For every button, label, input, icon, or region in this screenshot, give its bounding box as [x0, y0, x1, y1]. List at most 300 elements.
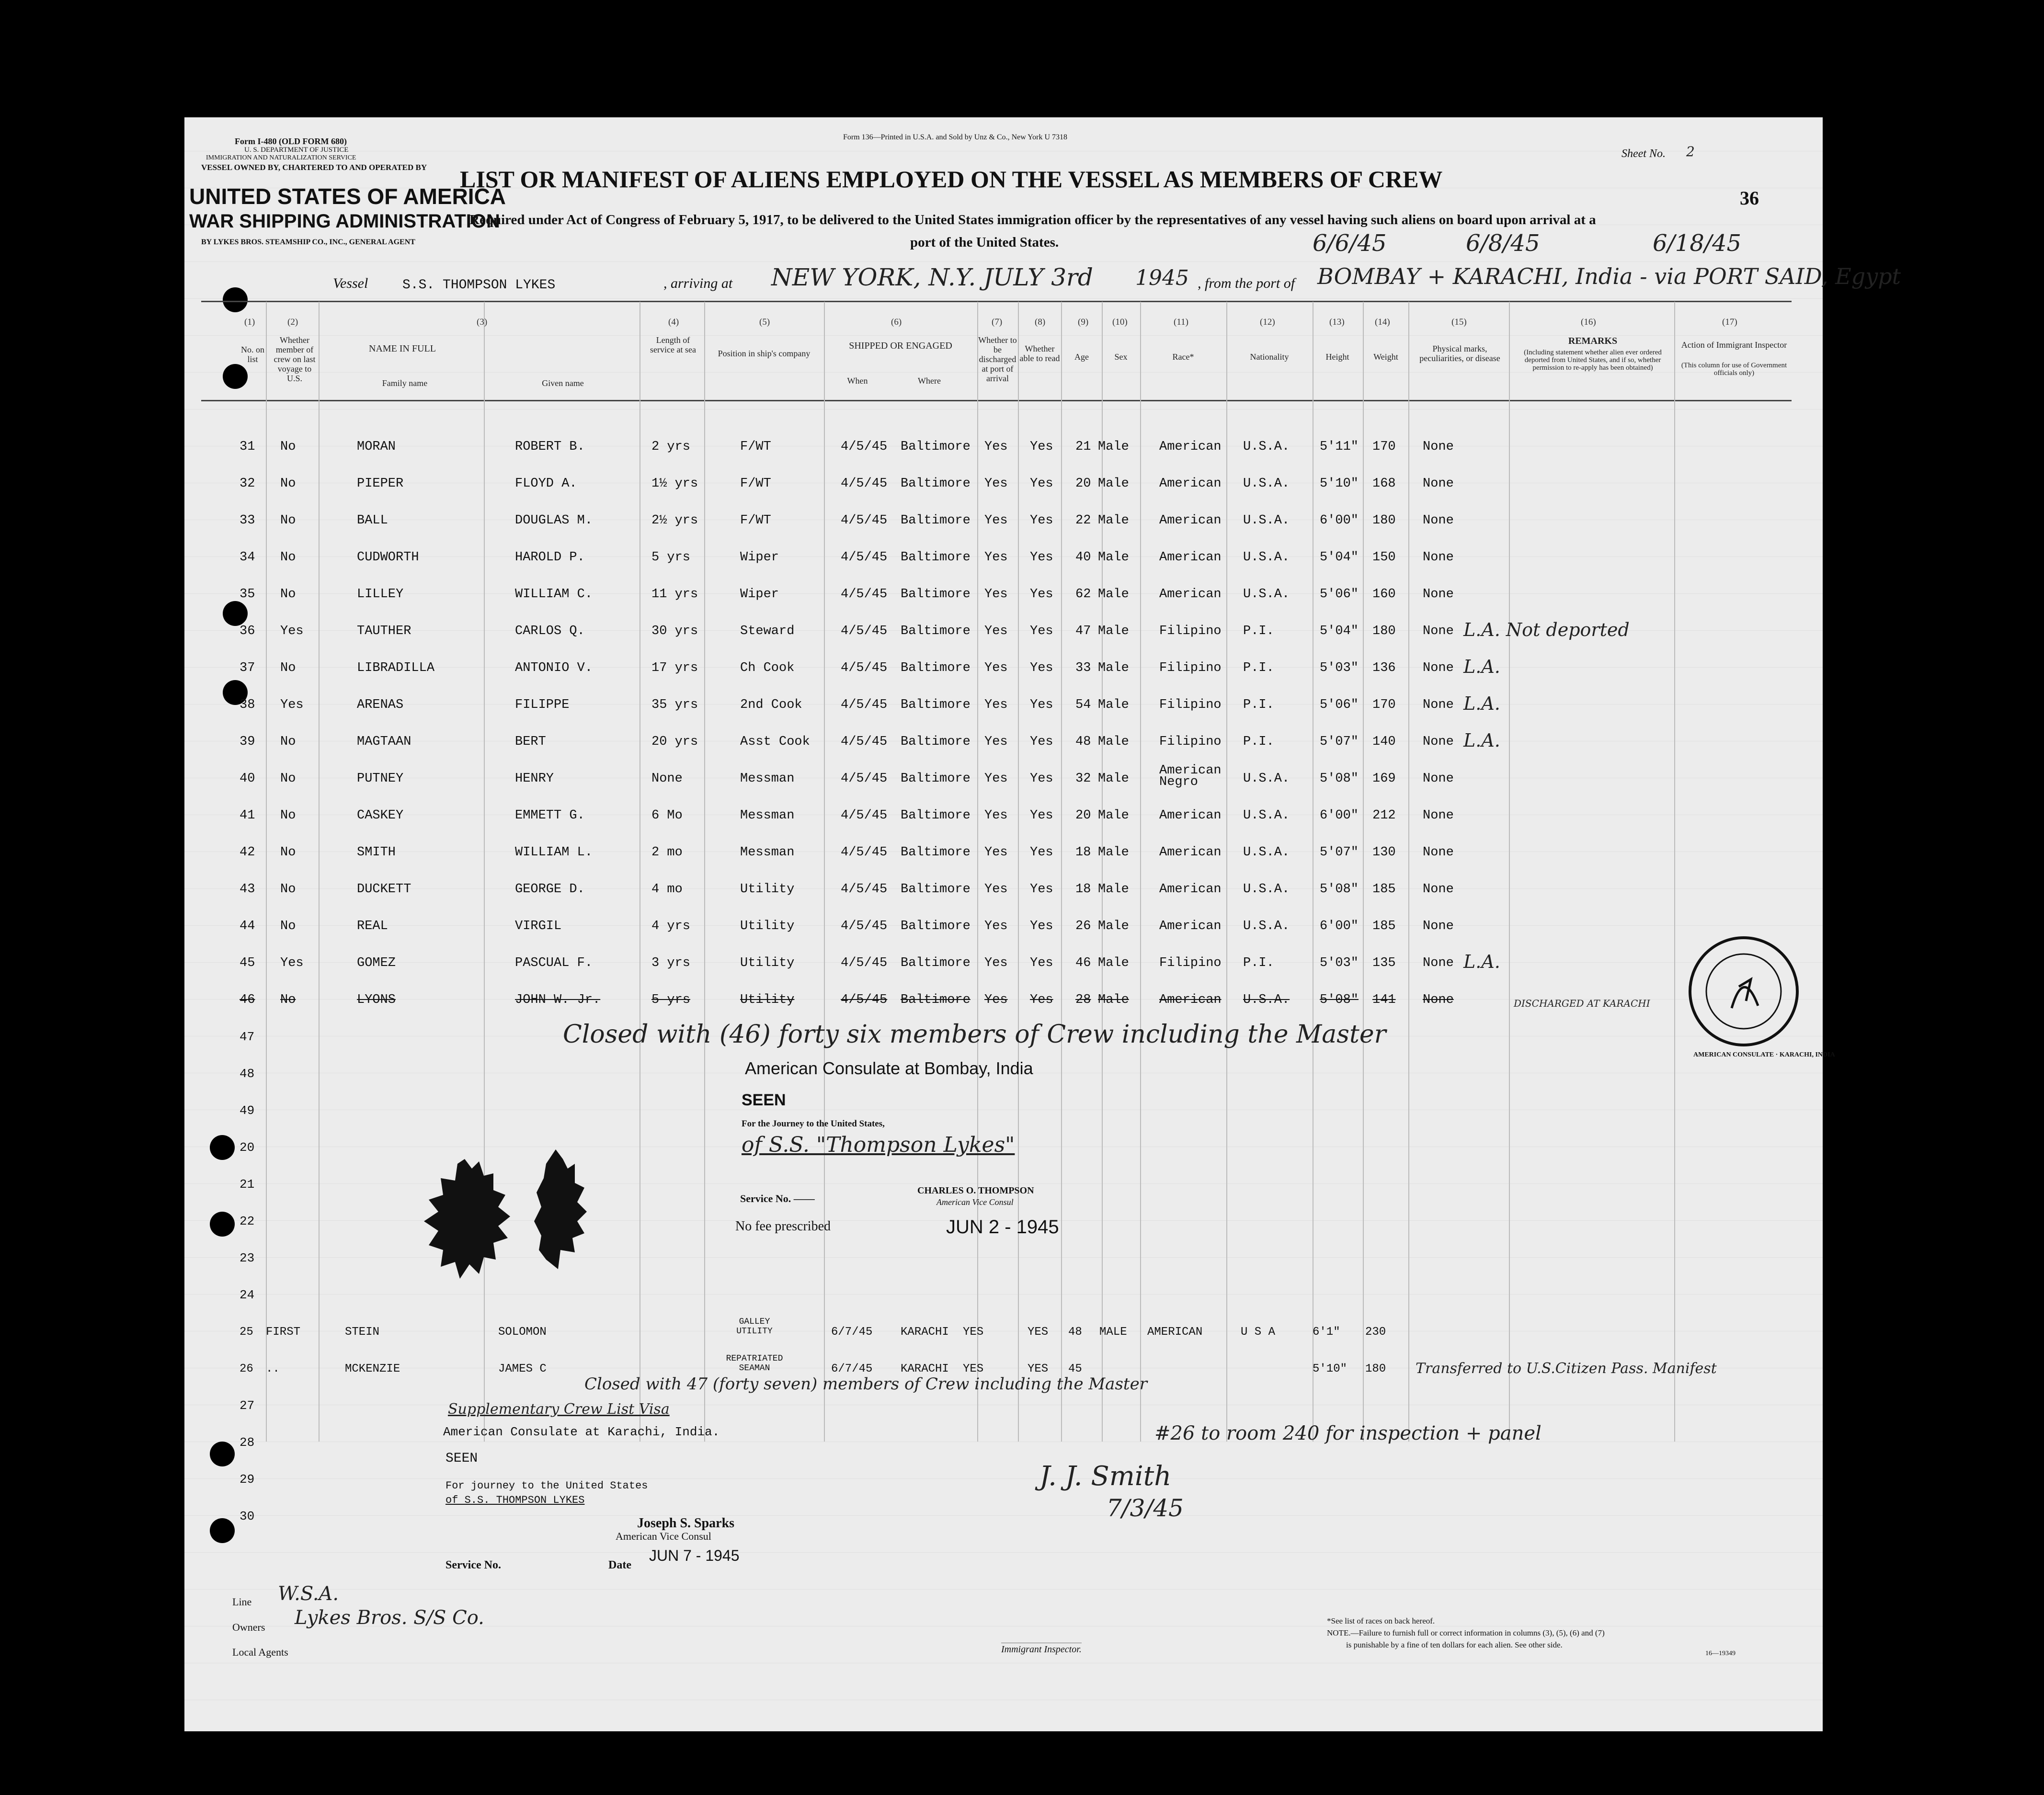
discharged: Yes [984, 845, 1008, 860]
position: Messman [740, 808, 795, 823]
previous-voyage: No [280, 587, 296, 602]
family-name: MORAN [357, 440, 396, 454]
physical-marks: None [1423, 919, 1454, 933]
shipped-where: Baltimore [901, 550, 971, 565]
nationality: U.S.A. [1243, 772, 1290, 786]
col-header-name: NAME IN FULL [369, 343, 436, 354]
col-subheader-family: Family name [382, 378, 428, 388]
service-length: 2 mo [651, 845, 683, 860]
weight: 140 [1372, 735, 1396, 749]
shipped-when: 4/5/45 [841, 993, 888, 1007]
family-name: DUCKETT [357, 882, 411, 897]
previous-voyage: No [280, 735, 296, 749]
given-name: WILLIAM C. [515, 587, 593, 602]
weight: 170 [1372, 440, 1396, 454]
able-to-read: Yes [1030, 477, 1053, 491]
race: American [1159, 587, 1222, 602]
given-name: ANTONIO V. [515, 661, 593, 675]
discharged: Yes [984, 440, 1008, 454]
age: 20 [1075, 808, 1091, 823]
physical-marks: None [1423, 956, 1454, 970]
nationality: P.I. [1243, 624, 1274, 638]
vessel-label: Vessel [333, 275, 368, 291]
row-number: 31 [240, 440, 255, 454]
family-name: MAGTAAN [357, 735, 411, 749]
age: 47 [1075, 624, 1091, 638]
column-rule [1226, 302, 1227, 1442]
position: Messman [740, 845, 795, 860]
remarks: DISCHARGED AT KARACHI [1514, 998, 1650, 1009]
punch-hole [210, 1442, 235, 1466]
shipped-where: Baltimore [901, 440, 971, 454]
age: 46 [1075, 956, 1091, 970]
weight: 180 [1372, 624, 1396, 638]
shipped-when: 4/5/45 [841, 477, 888, 491]
footer-owners-label: Owners [232, 1621, 265, 1633]
handwritten-date: 6/6/45 [1313, 230, 1387, 257]
karachi-journey: For journey to the United States [445, 1480, 648, 1492]
col-header-action-note: (This column for use of Government officials only) [1681, 362, 1787, 377]
shipped-where: Baltimore [901, 587, 971, 602]
age: 62 [1075, 587, 1091, 602]
shipped-where: Baltimore [901, 956, 971, 970]
discharged: Yes [984, 956, 1008, 970]
arriving-label: , arriving at [663, 275, 733, 291]
column-rule [319, 302, 320, 1442]
given-name: FLOYD A. [515, 477, 577, 491]
col-num: (4) [668, 317, 679, 327]
karachi-supplementary: Supplementary Crew List Visa [448, 1401, 670, 1418]
col-num: (9) [1078, 317, 1089, 327]
given-name: SOLOMON [498, 1326, 547, 1339]
column-rule [977, 302, 978, 1442]
shipped-when: 4/5/45 [841, 550, 888, 565]
shipped-when: 4/5/45 [841, 956, 888, 970]
nationality: U.S.A. [1243, 587, 1290, 602]
col-header-sex: Sex [1114, 352, 1128, 362]
col-header-remarks-note: (Including statement whether alien ever ordered deported from United States, and if so, whether permission to re-apply has been obtained) [1524, 349, 1662, 372]
remarks: L.A. [1463, 656, 1500, 677]
service-length: 1½ yrs [651, 477, 698, 491]
height: 5'04" [1320, 550, 1359, 565]
previous-voyage: Yes [280, 698, 304, 712]
previous-voyage: No [280, 772, 296, 786]
able-to-read: Yes [1030, 587, 1053, 602]
shipped-where: Baltimore [901, 919, 971, 933]
previous-voyage: No [280, 845, 296, 860]
col-header-nationality: Nationality [1250, 352, 1289, 362]
col-header-read: Whether able to read [1019, 344, 1060, 363]
position: F/WT [740, 513, 771, 528]
bombay-journey: For the Journey to the United States, [742, 1119, 885, 1129]
height: 6'00" [1320, 919, 1359, 933]
column-rule [1018, 302, 1019, 1442]
position: Asst Cook [740, 735, 810, 749]
nationality: U.S.A. [1243, 808, 1290, 823]
physical-marks: None [1423, 735, 1454, 749]
column-rule [1140, 302, 1141, 1442]
column-rule [1102, 302, 1103, 1442]
able-to-read: Yes [1030, 956, 1053, 970]
given-name: FILIPPE [515, 698, 570, 712]
row-number: 47 [240, 1030, 255, 1044]
weight: 150 [1372, 550, 1396, 565]
previous-voyage: Yes [280, 624, 304, 638]
height: 5'03" [1320, 956, 1359, 970]
race: American [1159, 845, 1222, 860]
service-length: None [651, 772, 683, 786]
closing-note-2: Closed with 47 (forty seven) members of Crew including the Master [584, 1375, 1147, 1394]
col-num: (10) [1112, 317, 1128, 327]
race: American [1159, 919, 1222, 933]
weight: 170 [1372, 698, 1396, 712]
footer-note-2: NOTE.—Failure to furnish full or correct information in columns (3), (5), (6) and (7) [1327, 1628, 1605, 1637]
nationality: U.S.A. [1243, 919, 1290, 933]
karachi-consulate: American Consulate at Karachi, India. [443, 1425, 720, 1439]
col-header-race: Race* [1172, 352, 1194, 362]
able-to-read: Yes [1030, 440, 1053, 454]
shipped-when: 4/5/45 [841, 513, 888, 528]
shipped-when: 4/5/45 [841, 624, 888, 638]
discharged: Yes [984, 919, 1008, 933]
remarks: L.A. [1463, 730, 1500, 751]
row-number: 24 [240, 1288, 255, 1302]
physical-marks: None [1423, 993, 1454, 1007]
discharged: Yes [984, 698, 1008, 712]
height: 5'10" [1320, 477, 1359, 491]
inspection-note: #26 to room 240 for inspection + panel [1154, 1422, 1542, 1444]
shipped-where: KARACHI [901, 1326, 949, 1339]
discharged: YES [963, 1326, 984, 1339]
nationality: U.S.A. [1243, 993, 1290, 1007]
shipped-where: Baltimore [901, 772, 971, 786]
position: Utility [740, 956, 795, 970]
weight: 136 [1372, 661, 1396, 675]
nationality: U.S.A. [1243, 440, 1290, 454]
physical-marks: None [1423, 882, 1454, 897]
agent-line: BY LYKES BROS. STEAMSHIP CO., INC., GENERAL AGENT [201, 238, 415, 246]
service-length: 2½ yrs [651, 513, 698, 528]
shipped-when: 4/5/45 [841, 845, 888, 860]
physical-marks: None [1423, 698, 1454, 712]
height: 6'1" [1313, 1326, 1340, 1339]
service-length: 11 yrs [651, 587, 698, 602]
previous-voyage: No [280, 513, 296, 528]
karachi-officer: Joseph S. Sparks [637, 1516, 735, 1531]
nationality: P.I. [1243, 698, 1274, 712]
shipped-when: 4/5/45 [841, 698, 888, 712]
col-num: (17) [1722, 317, 1737, 327]
col-header-weight: Weight [1373, 352, 1398, 362]
height: 5'03" [1320, 661, 1359, 675]
given-name: JAMES C [498, 1363, 547, 1375]
family-name: TAUTHER [357, 624, 411, 638]
col-num: (2) [287, 317, 298, 327]
page-number: 36 [1740, 187, 1759, 209]
previous-voyage: Yes [280, 956, 304, 970]
row-number: 28 [240, 1435, 255, 1450]
handwritten-date: 6/18/45 [1653, 230, 1742, 257]
punch-hole [223, 287, 248, 312]
row-number: 22 [240, 1214, 255, 1228]
punch-hole [210, 1212, 235, 1237]
inspector-date: 7/3/45 [1107, 1494, 1184, 1522]
weight: 180 [1365, 1363, 1386, 1375]
race: American [1159, 477, 1222, 491]
bombay-date: JUN 2 - 1945 [946, 1216, 1059, 1238]
family-name: GOMEZ [357, 956, 396, 970]
age: 48 [1068, 1326, 1082, 1339]
age: 32 [1075, 772, 1091, 786]
race: AMERICAN [1147, 1326, 1203, 1339]
column-rule [1674, 302, 1675, 1442]
given-name: CARLOS Q. [515, 624, 585, 638]
karachi-officer-title: American Vice Consul [616, 1530, 711, 1542]
col-header-remarks: REMARKS [1568, 336, 1618, 346]
given-name: WILLIAM L. [515, 845, 593, 860]
form-number: Form I-480 (OLD FORM 680) [235, 136, 347, 146]
service-length: 3 yrs [651, 956, 691, 970]
col-num: (8) [1035, 317, 1046, 327]
shipped-when: 6/7/45 [831, 1363, 873, 1375]
column-rule [1363, 302, 1364, 1442]
position: F/WT [740, 477, 771, 491]
family-name: STEIN [345, 1326, 380, 1339]
col-num: (6) [891, 317, 902, 327]
sex: Male [1098, 440, 1129, 454]
weight: 141 [1372, 993, 1396, 1007]
column-rule [639, 302, 640, 1442]
bombay-officer: CHARLES O. THOMPSON [917, 1185, 1034, 1196]
column-rule [704, 302, 705, 1442]
sex: Male [1098, 772, 1129, 786]
row-number: 41 [240, 808, 255, 823]
able-to-read: YES [1028, 1363, 1049, 1375]
row-number: 32 [240, 477, 255, 491]
nationality: P.I. [1243, 735, 1274, 749]
nationality: U S A [1241, 1326, 1276, 1339]
position: 2nd Cook [740, 698, 802, 712]
col-num: (14) [1375, 317, 1390, 327]
able-to-read: Yes [1030, 993, 1053, 1007]
bombay-seen: SEEN [742, 1091, 786, 1109]
able-to-read: Yes [1030, 661, 1053, 675]
sex: Male [1098, 808, 1129, 823]
col-header-height: Height [1325, 352, 1349, 362]
col-num: (5) [759, 317, 770, 327]
footer-code: 16—19349 [1705, 1650, 1736, 1657]
row-number: 49 [240, 1103, 255, 1118]
service-length: 35 yrs [651, 698, 698, 712]
age: 18 [1075, 882, 1091, 897]
shipped-where: Baltimore [901, 624, 971, 638]
family-name: BALL [357, 513, 388, 528]
able-to-read: YES [1028, 1326, 1049, 1339]
family-name: MCKENZIE [345, 1363, 400, 1375]
position: Messman [740, 772, 795, 786]
position: Utility [740, 882, 795, 897]
col-num: (3) [477, 317, 488, 327]
able-to-read: Yes [1030, 845, 1053, 860]
family-name: REAL [357, 919, 388, 933]
col-header-action: Action of Immigrant Inspector [1681, 340, 1787, 350]
age: 21 [1075, 440, 1091, 454]
race: American [1159, 808, 1222, 823]
physical-marks: None [1423, 550, 1454, 565]
sex: Male [1098, 550, 1129, 565]
previous-voyage: FIRST [266, 1326, 301, 1339]
age: 22 [1075, 513, 1091, 528]
race: American Negro [1159, 763, 1222, 789]
able-to-read: Yes [1030, 735, 1053, 749]
weight: 185 [1372, 919, 1396, 933]
shipped-where: Baltimore [901, 661, 971, 675]
row-number: 42 [240, 845, 255, 860]
age: 20 [1075, 477, 1091, 491]
family-name: CUDWORTH [357, 550, 419, 565]
punch-hole [210, 1518, 235, 1543]
shipped-when: 4/5/45 [841, 919, 888, 933]
owner-name: UNITED STATES OF AMERICA [189, 184, 506, 209]
age: 33 [1075, 661, 1091, 675]
race: Filipino [1159, 661, 1222, 675]
consulate-seal [1686, 934, 1801, 1049]
inspector-signature: J. J. Smith [1039, 1461, 1172, 1492]
given-name: JOHN W. Jr. [515, 993, 601, 1007]
from-port-label: , from the port of [1198, 275, 1295, 291]
discharged: Yes [984, 735, 1008, 749]
able-to-read: Yes [1030, 772, 1053, 786]
row-number: 20 [240, 1140, 255, 1155]
able-to-read: Yes [1030, 882, 1053, 897]
position: GALLEY UTILITY [736, 1317, 773, 1336]
row-number: 23 [240, 1251, 255, 1265]
karachi-service-no: Service No. [445, 1559, 501, 1571]
nationality: P.I. [1243, 956, 1274, 970]
height: 5'07" [1320, 735, 1359, 749]
previous-voyage: No [280, 477, 296, 491]
height: 5'08" [1320, 882, 1359, 897]
page-title: LIST OR MANIFEST OF ALIENS EMPLOYED ON THE VESSEL AS MEMBERS OF CREW [460, 166, 1443, 193]
physical-marks: None [1423, 513, 1454, 528]
physical-marks: None [1423, 624, 1454, 638]
sex: Male [1098, 698, 1129, 712]
shipped-where: Baltimore [901, 698, 971, 712]
age: 45 [1068, 1363, 1082, 1375]
row-number: 40 [240, 772, 255, 786]
col-num: (1) [244, 317, 255, 327]
age: 48 [1075, 735, 1091, 749]
position: Wiper [740, 550, 779, 565]
nationality: U.S.A. [1243, 513, 1290, 528]
discharged: Yes [984, 477, 1008, 491]
able-to-read: Yes [1030, 624, 1053, 638]
previous-voyage: No [280, 882, 296, 897]
weight: 230 [1365, 1326, 1386, 1339]
col-header-no: No. on list [241, 345, 264, 364]
service-length: 4 yrs [651, 919, 691, 933]
subtitle-continued: port of the United States. [910, 235, 1059, 250]
footer-line-value: W.S.A. [278, 1583, 339, 1605]
physical-marks: None [1423, 772, 1454, 786]
given-name: HAROLD P. [515, 550, 585, 565]
col-header-shipped: SHIPPED OR ENGAGED [849, 341, 952, 351]
able-to-read: Yes [1030, 698, 1053, 712]
row-number: 45 [240, 956, 255, 970]
consulate-seal-text: AMERICAN CONSULATE · KARACHI, INDIA [1693, 1051, 1835, 1058]
footer-note-3: is punishable by a fine of ten dollars for each alien. See other side. [1346, 1640, 1563, 1649]
remarks: L.A. Not deported [1463, 619, 1630, 640]
weight: 185 [1372, 882, 1396, 897]
column-rule [266, 302, 267, 1442]
discharged: Yes [984, 587, 1008, 602]
discharged: Yes [984, 624, 1008, 638]
weight: 169 [1372, 772, 1396, 786]
col-num: (12) [1260, 317, 1275, 327]
height: 5'08" [1320, 993, 1359, 1007]
service-length: 2 yrs [651, 440, 691, 454]
discharged: Yes [984, 772, 1008, 786]
discharged: Yes [984, 661, 1008, 675]
discharged: Yes [984, 882, 1008, 897]
race: American [1159, 550, 1222, 565]
column-rule [1509, 302, 1510, 1442]
position: Utility [740, 993, 795, 1007]
col-subheader-where: Where [918, 376, 941, 386]
header-rule [201, 301, 1792, 302]
row-number: 48 [240, 1067, 255, 1081]
col-num: (7) [992, 317, 1003, 327]
family-name: PUTNEY [357, 772, 404, 786]
shipped-when: 4/5/45 [841, 587, 888, 602]
shipped-where: Baltimore [901, 477, 971, 491]
race: Filipino [1159, 956, 1222, 970]
able-to-read: Yes [1030, 919, 1053, 933]
shipped-when: 4/5/45 [841, 808, 888, 823]
karachi-date-label: Date [608, 1559, 631, 1571]
given-name: GEORGE D. [515, 882, 585, 897]
vessel-ownership-line: VESSEL OWNED BY, CHARTERED TO AND OPERATED BY [201, 163, 427, 172]
header-rule [201, 400, 1792, 401]
weight: 160 [1372, 587, 1396, 602]
shipped-when: 4/5/45 [841, 735, 888, 749]
footer-line-label: Line [232, 1596, 252, 1608]
shipped-where: KARACHI [901, 1363, 949, 1375]
handwritten-date: 6/8/45 [1466, 230, 1540, 257]
nationality: U.S.A. [1243, 477, 1290, 491]
column-rule [1061, 302, 1062, 1442]
service-length: 4 mo [651, 882, 683, 897]
given-name: HENRY [515, 772, 554, 786]
row-number: 26 [240, 1363, 253, 1375]
col-num: (15) [1451, 317, 1467, 327]
given-name: VIRGIL [515, 919, 562, 933]
age: 26 [1075, 919, 1091, 933]
sheet-label: Sheet No. [1621, 148, 1666, 160]
physical-marks: None [1423, 477, 1454, 491]
height: 5'11" [1320, 440, 1359, 454]
discharged: Yes [984, 808, 1008, 823]
race: American [1159, 513, 1222, 528]
service-name: IMMIGRATION AND NATURALIZATION SERVICE [206, 154, 356, 161]
shipped-when: 4/5/45 [841, 440, 888, 454]
previous-voyage: No [280, 440, 296, 454]
shipped-when: 4/5/45 [841, 661, 888, 675]
sex: Male [1098, 624, 1129, 638]
previous-voyage: No [280, 661, 296, 675]
previous-voyage: No [280, 808, 296, 823]
weight: 212 [1372, 808, 1396, 823]
